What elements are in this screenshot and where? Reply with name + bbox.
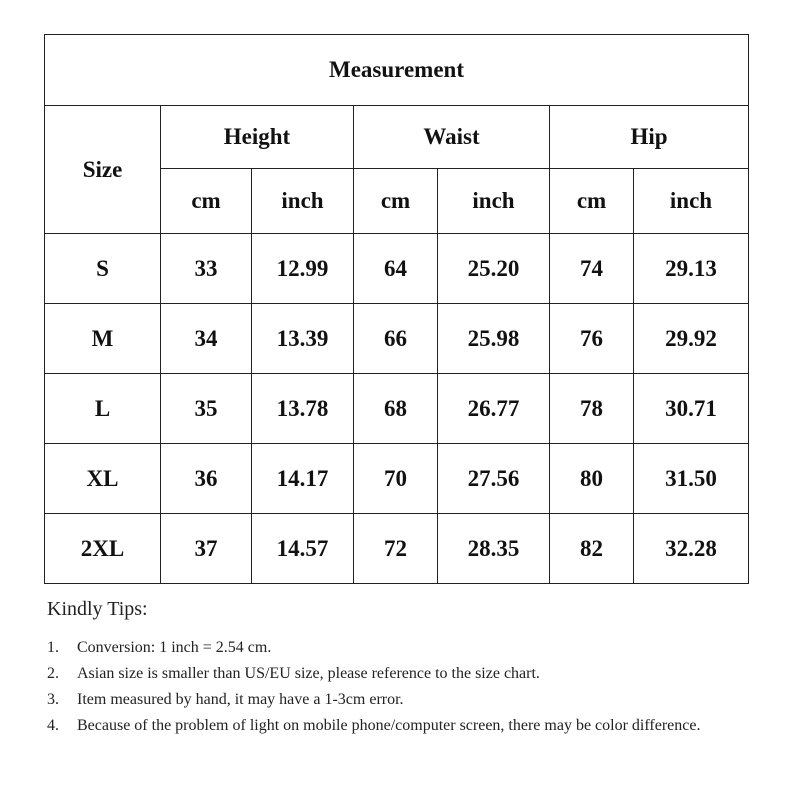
table-row xyxy=(45,234,749,304)
table-row xyxy=(45,514,749,584)
table-cell: 28.35 xyxy=(438,514,550,584)
table-cell: 76 xyxy=(550,304,634,374)
table-cell: 74 xyxy=(550,234,634,304)
table-cell: 14.17 xyxy=(252,444,354,514)
size-cell: S xyxy=(45,234,161,304)
table-cell: 30.71 xyxy=(634,374,749,444)
tip-text: Item measured by hand, it may have a 1-3cm error. xyxy=(77,691,404,708)
table-cell: 13.39 xyxy=(252,304,354,374)
tips-title: Kindly Tips: xyxy=(47,598,148,620)
size-column-header: Size xyxy=(45,106,161,234)
table-cell: 26.77 xyxy=(438,374,550,444)
table-cell: 36 xyxy=(161,444,252,514)
size-cell: L xyxy=(45,374,161,444)
waist-group-header: Waist xyxy=(354,106,550,169)
table-cell: 34 xyxy=(161,304,252,374)
tip-number: 4. xyxy=(47,717,59,734)
list-item xyxy=(47,635,747,661)
size-cell: 2XL xyxy=(45,514,161,584)
table-cell: 14.57 xyxy=(252,514,354,584)
kindly-tips-section xyxy=(47,598,747,739)
hip-group-header: Hip xyxy=(550,106,749,169)
list-item xyxy=(47,713,747,739)
height-group-header: Height xyxy=(161,106,354,169)
size-cell: M xyxy=(45,304,161,374)
size-chart-table xyxy=(44,34,749,584)
tip-text: Conversion: 1 inch = 2.54 cm. xyxy=(77,639,272,656)
table-title: Measurement xyxy=(45,35,749,106)
table-cell: 25.98 xyxy=(438,304,550,374)
unit-header: cm xyxy=(354,169,438,234)
table-cell: 13.78 xyxy=(252,374,354,444)
tip-number: 1. xyxy=(47,639,59,656)
table-cell: 70 xyxy=(354,444,438,514)
table-row xyxy=(45,444,749,514)
table-cell: 37 xyxy=(161,514,252,584)
table-cell: 27.56 xyxy=(438,444,550,514)
tip-number: 3. xyxy=(47,691,59,708)
table-cell: 82 xyxy=(550,514,634,584)
tip-text: Asian size is smaller than US/EU size, please reference to the size chart. xyxy=(77,665,540,682)
table-row xyxy=(45,374,749,444)
table-cell: 64 xyxy=(354,234,438,304)
table-cell: 68 xyxy=(354,374,438,444)
table-cell: 72 xyxy=(354,514,438,584)
list-item xyxy=(47,687,747,713)
table-cell: 25.20 xyxy=(438,234,550,304)
table-cell: 80 xyxy=(550,444,634,514)
table-cell: 66 xyxy=(354,304,438,374)
tips-list xyxy=(47,635,747,739)
table-cell: 33 xyxy=(161,234,252,304)
table-cell: 35 xyxy=(161,374,252,444)
unit-header: inch xyxy=(252,169,354,234)
tip-number: 2. xyxy=(47,665,59,682)
unit-header: cm xyxy=(550,169,634,234)
unit-header: inch xyxy=(634,169,749,234)
table-cell: 29.92 xyxy=(634,304,749,374)
tip-text: Because of the problem of light on mobile phone/computer screen, there may be color difference. xyxy=(77,717,701,734)
table-cell: 32.28 xyxy=(634,514,749,584)
table-cell: 29.13 xyxy=(634,234,749,304)
size-cell: XL xyxy=(45,444,161,514)
table-cell: 78 xyxy=(550,374,634,444)
table-cell: 12.99 xyxy=(252,234,354,304)
list-item xyxy=(47,661,747,687)
unit-header: inch xyxy=(438,169,550,234)
table-row xyxy=(45,304,749,374)
unit-header: cm xyxy=(161,169,252,234)
table-cell: 31.50 xyxy=(634,444,749,514)
